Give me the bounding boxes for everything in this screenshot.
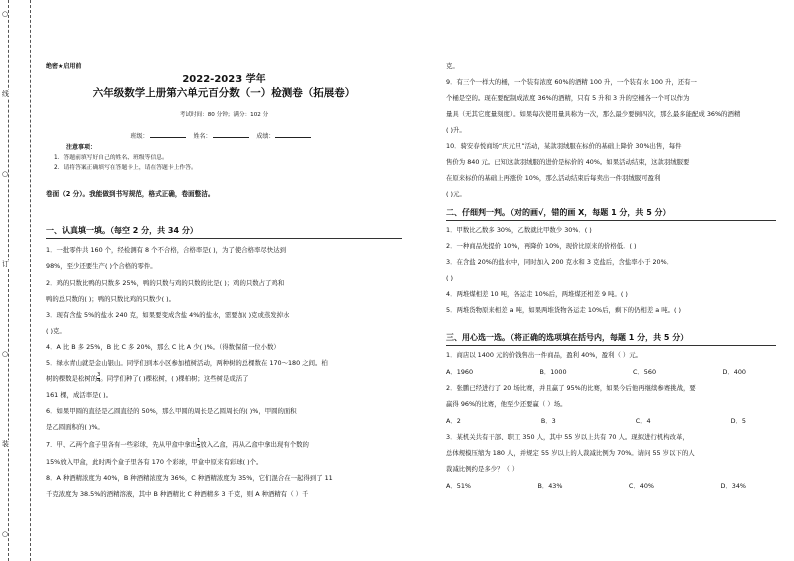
choice-question: 总体规模压缩为 180 人，并规定 55 岁以上的人裁减比例为 70%。请问 55 岁以下的人 — [446, 449, 695, 457]
question-line: 10．骑安春悦商场“庆元旦”活动，某款羽绒服在标价的基础上降价 30%出售，每件 — [446, 142, 682, 150]
binding-mark: ○ — [2, 10, 9, 18]
question-line: ( )升。 — [446, 126, 466, 134]
option-d: D．400 — [722, 368, 746, 376]
question-line: 5．绿水青山就是金山银山。同学们到本小区参加植树活动，两种树的总棵数在 170～180 之间。柏 — [46, 359, 328, 367]
choice-options — [446, 417, 776, 427]
question-line: 161 棵，成活率是( )。 — [46, 391, 112, 399]
choice-options — [446, 482, 776, 492]
fraction-denominator: 5 — [197, 444, 201, 450]
question-line: ( )克。 — [46, 327, 66, 335]
note-item: 1．答题前填写好自己的姓名、班级等信息。 — [54, 155, 168, 161]
option-c: C．4 — [635, 417, 651, 425]
name-field[interactable] — [213, 131, 249, 138]
choice-question: 赢得 96%的比赛，他至少还要赢（ ）场。 — [446, 400, 567, 408]
question-line-with-fraction — [46, 439, 402, 450]
fraction-numerator: 1 — [197, 438, 201, 444]
binding-mark: ○ — [2, 530, 9, 538]
student-info-row — [46, 131, 402, 142]
school-year: 2022-2023 学年 — [182, 74, 266, 85]
notes-title: 注意事项： — [66, 144, 97, 151]
question-line: 8．A 种酒精浓度为 40%，B 种酒精浓度为 36%，C 种酒精浓度为 35%，它们混合在一起得到了 11 — [46, 474, 333, 482]
judge-item: 5．两堆货物原来相差 a 吨，如果两堆货物各运走 10%后，剩下的仍相差 a 吨。( ) — [446, 306, 681, 314]
exam-title: 六年级数学上册第六单元百分数（一）检测卷（拓展卷） — [92, 87, 356, 99]
binding-mark: 订 — [2, 260, 9, 268]
question-line: 是乙圆面积的( )%。 — [46, 423, 104, 431]
question-line: 3．现有含盐 5%的盐水 240 克，如果要变成含盐 4%的盐水，需要加( )克或蒸发掉水 — [46, 311, 290, 319]
name-label: 姓名： — [193, 133, 212, 140]
left-column — [46, 0, 402, 561]
judge-item: 3．在含盐 20%的盐水中，同时加入 200 克水和 3 克盐后，含盐率小于 20%． — [446, 258, 674, 266]
binding-strip — [0, 0, 34, 561]
choice-question: 裁减比例约是多少？（ ） — [446, 465, 519, 473]
choice-options — [446, 368, 776, 378]
question-line: 2．鸡的只数比鸭的只数多 25%，鸭的只数与鸡的只数的比是( )；鸡的只数占了鸡和 — [46, 279, 285, 287]
question-text: 树的棵数是松树的 — [46, 374, 98, 383]
question-line: 4．A 比 B 多 25%，B 比 C 多 20%，那么 C 比 A 少( )%。（得数保留一位小数） — [46, 343, 280, 351]
section-divider — [46, 238, 402, 239]
option-b: B．1000 — [539, 368, 567, 376]
question-line: 售价为 840 元。已知这款羽绒服的进价是标价的 40%。如果活动结束，这款羽绒服要 — [446, 158, 690, 166]
question-line: 9．有三个一样大的桶，一个装有浓度 60%的酒精 100 升，一个装有水 100 升，还有一 — [446, 78, 697, 86]
question-text: 7．甲、乙两个盒子里各有一些彩球，先从甲盒中拿出 — [46, 440, 198, 449]
judge-item: ( ) — [446, 274, 454, 282]
option-c: C．560 — [632, 368, 657, 376]
judge-item: 2．一种商品先提价 10%，再降价 10%，现价比原来的价格低．( ) — [446, 242, 637, 250]
choice-question: 1．商店以 1400 元的价钱售出一件商品，盈利 40%，盈利（ ）元。 — [446, 351, 643, 359]
class-label: 班级： — [130, 133, 149, 140]
question-line-with-fraction — [46, 373, 402, 384]
option-d: D．5 — [730, 417, 746, 425]
binding-mark: ○ — [2, 350, 9, 358]
section-divider — [446, 345, 776, 346]
binding-line-inner — [30, 0, 31, 561]
choice-question: 2．张鹏已经进行了 20 场比赛，并且赢了 95%的比赛，如果今后他再继续参赛挑战，要 — [446, 384, 696, 392]
question-line: 个桶是空的。现在要配制成浓度 36%的酒精，只有 5 升和 3 升的空桶各一个可以作为 — [446, 94, 690, 102]
secret-label: 绝密★启用前 — [46, 63, 82, 70]
question-text: 。同学们种了( )棵松树，( )棵柏树；这些树是成活了 — [100, 374, 249, 383]
class-field[interactable] — [150, 131, 186, 138]
fraction-numerator: 3 — [97, 372, 101, 378]
binding-line-outer — [8, 0, 9, 561]
binding-mark: 线 — [2, 90, 9, 98]
question-line: 15%放入甲盒，此时两个盒子里各有 170 个彩球，甲盒中原来有彩球( )个。 — [46, 458, 263, 466]
score-label: 成绩： — [256, 133, 275, 140]
choice-question: 3．某机关共有干部、职工 350 人，其中 55 岁以上共有 70 人。现拟进行机构改革， — [446, 433, 689, 441]
option-b: B．43% — [537, 482, 563, 490]
option-a: A．51% — [446, 482, 471, 490]
fraction-denominator: 4 — [97, 378, 101, 384]
option-a: A．2 — [446, 417, 461, 425]
question-line: 在原来标价的基础上再涨价 10%，那么活动结束后每卖出一件羽绒服可盈利 — [446, 174, 661, 182]
question-line: 鸭的总只数的( )；鸭的只数比鸡的只数少( )。 — [46, 295, 176, 303]
judge-item: 4．两堆煤相差 10 吨，各运走 10%后，两堆煤还相差 9 吨。( ) — [446, 290, 628, 298]
question-line: 98%，至少还要生产( )个合格的零件。 — [46, 262, 157, 270]
question-line: 克。 — [446, 62, 459, 70]
section3-title: 三、用心选一选。（将正确的选项填在括号内，每题 1 分，共 5 分） — [446, 333, 689, 342]
neatness-line: 卷面（2 分）。我能做到书写规范，格式正确，卷面整洁。 — [46, 190, 215, 198]
score-field[interactable] — [275, 131, 311, 138]
judge-item: 1．甲数比乙数多 30%，乙数就比甲数少 30%．( ) — [446, 226, 592, 234]
question-line: ( )元。 — [446, 190, 466, 198]
binding-mark: ○ — [2, 170, 9, 178]
question-line: 1．一批零件共 160 个，经检测有 8 个不合格，合格率是( )，为了使合格率尽快达到 — [46, 246, 286, 254]
note-item: 2．请将答案正确填写在答题卡上，请在答题卡上作答。 — [54, 165, 197, 171]
section2-title: 二、仔细判一判。（对的画√，错的画 X，每题 1 分，共 5 分） — [446, 208, 671, 217]
option-b: B．3 — [540, 417, 556, 425]
question-line: 6．如果甲圆的直径是乙圆直径的 50%，那么甲圆的周长是乙圆周长的( )%，甲圆的面积 — [46, 407, 297, 415]
option-a: A．1960 — [446, 368, 474, 376]
question-line: 量具（无其它度量刻度）。如果每次使用量具称为一次，那么最少要倒四次，那么最多能配成 36%的酒精 — [446, 110, 741, 118]
question-text: 放入乙盒，再从乙盒中拿出现有个数的 — [200, 440, 309, 449]
question-line: 千克浓度为 38.5%的酒精溶液，其中 B 种酒精比 C 种酒精多 3 千克，则 A 种酒精有（ ）千 — [46, 490, 309, 498]
section1-title: 一、认真填一填。（每空 2 分，共 34 分） — [46, 226, 198, 235]
exam-info: 考试时间：80 分钟；满分：102 分 — [179, 112, 269, 118]
binding-mark: 装 — [2, 440, 9, 448]
section-divider — [446, 220, 776, 221]
option-d: D．34% — [720, 482, 746, 490]
right-column — [446, 0, 776, 561]
option-c: C．40% — [628, 482, 654, 490]
